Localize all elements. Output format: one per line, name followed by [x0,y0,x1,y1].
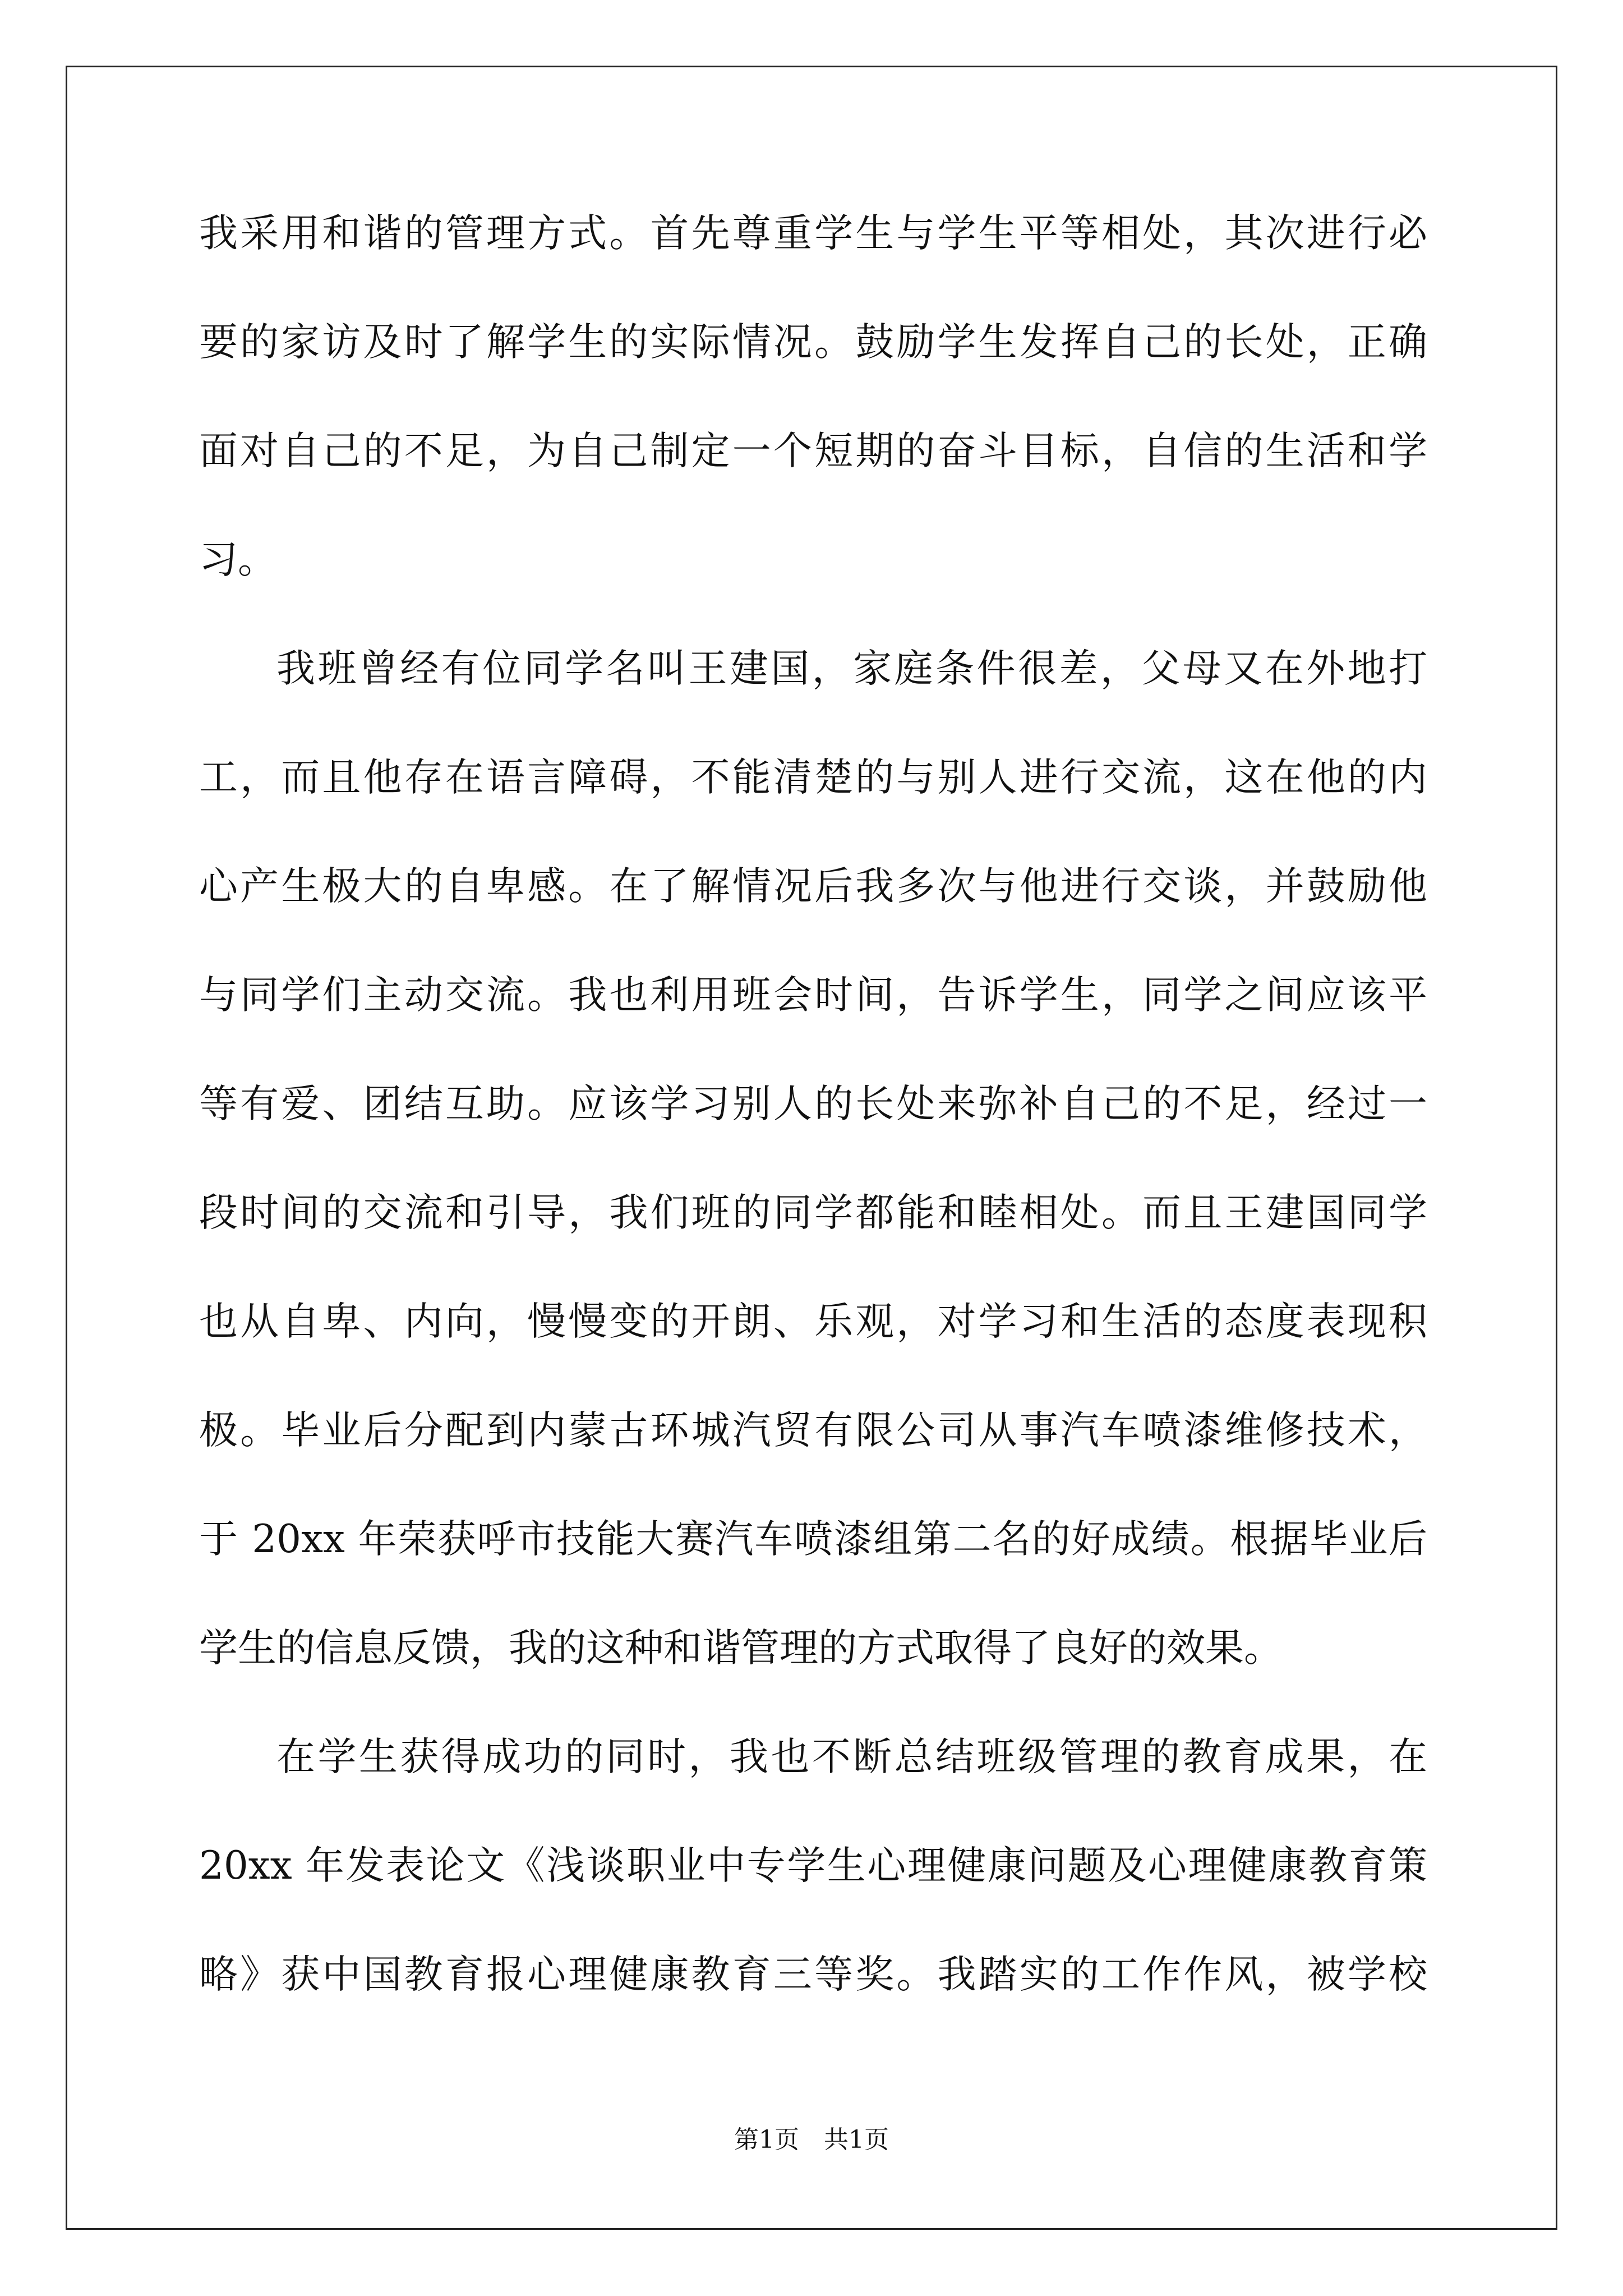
text-line: 与同学们主动交流。我也利用班会时间，告诉学生，同学之间应该平 [199,973,1427,1018]
text-line: 工，而且他存在语言障碍，不能清楚的与别人进行交流，这在他的内 [199,755,1427,800]
text-line: 面对自己的不足，为自己制定一个短期的奋斗目标，自信的生活和学 [199,429,1427,473]
text-line: 20xx 年发表论文《浅谈职业中专学生心理健康问题及心理健康教育策 [199,1843,1427,1888]
text-line: 学生的信息反馈，我的这种和谐管理的方式取得了良好的效果。 [199,1626,1283,1671]
page-number-footer: 第1页 共1页 [734,2125,889,2154]
document-body [199,211,1427,2064]
text-line: 等有爱、团结互助。应该学习别人的长处来弥补自己的不足，经过一 [199,1082,1427,1126]
text-line: 习。 [199,537,276,582]
text-line: 我采用和谐的管理方式。首先尊重学生与学生平等相处，其次进行必 [199,211,1427,256]
text-line: 于 20xx 年荣获呼市技能大赛汽车喷漆组第二名的好成绩。根据毕业后 [199,1517,1427,1562]
text-line: 段时间的交流和引导，我们班的同学都能和睦相处。而且王建国同学 [199,1190,1427,1235]
text-line: 在学生获得成功的同时，我也不断总结班级管理的教育成果，在 [276,1734,1427,1779]
text-line: 略》获中国教育报心理健康教育三等奖。我踏实的工作作风，被学校 [199,1952,1427,1997]
text-line: 我班曾经有位同学名叫王建国，家庭条件很差，父母又在外地打 [276,646,1427,691]
text-line: 心产生极大的自卑感。在了解情况后我多次与他进行交谈，并鼓励他 [199,864,1427,909]
text-line: 要的家访及时了解学生的实际情况。鼓励学生发挥自己的长处，正确 [199,320,1427,365]
text-line: 极。毕业后分配到内蒙古环城汽贸有限公司从事汽车喷漆维修技术， [199,1408,1427,1453]
text-line: 也从自卑、内向，慢慢变的开朗、乐观，对学习和生活的态度表现积 [199,1299,1427,1344]
